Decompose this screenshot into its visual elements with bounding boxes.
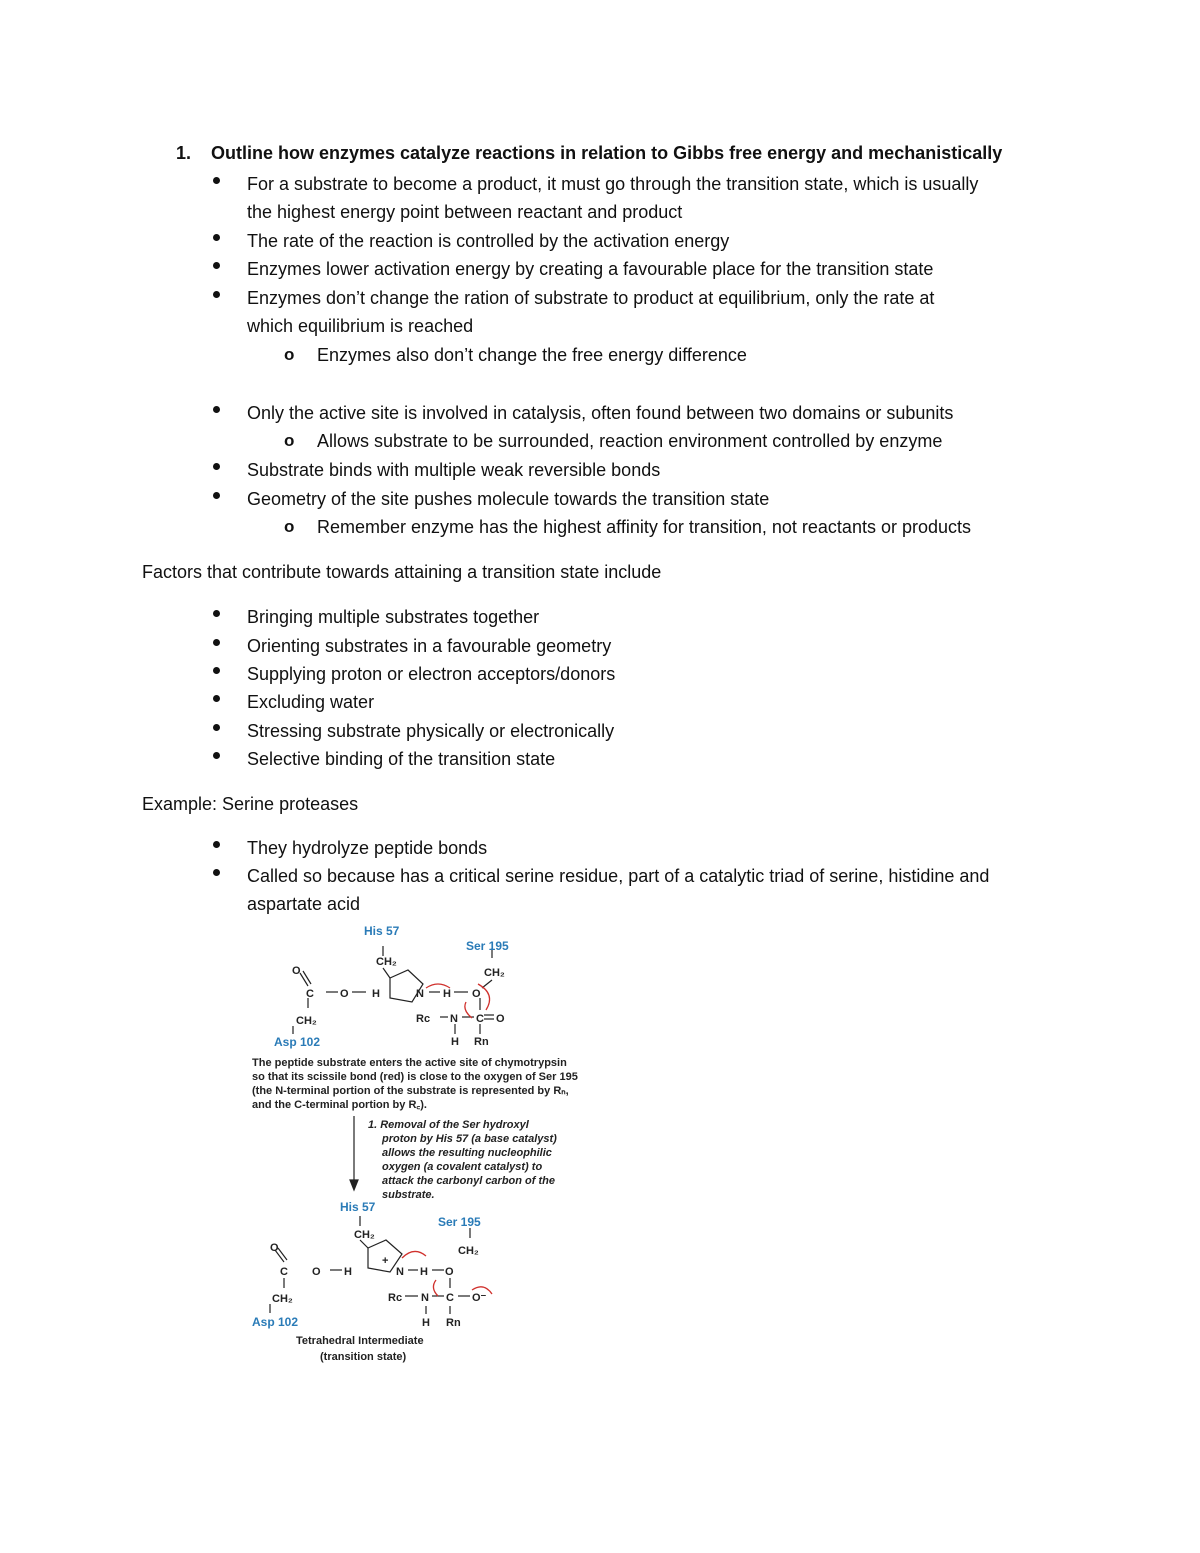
bullet-icon: [213, 695, 220, 702]
hydrogen-atom: H: [422, 1317, 430, 1329]
step-line: oxygen (a covalent catalyst) to: [382, 1161, 543, 1173]
list-item: The rate of the reaction is controlled by the activation energy: [247, 231, 730, 251]
asp102-label: Asp 102: [252, 1315, 299, 1329]
bullet-icon: [213, 869, 220, 876]
list-item: Only the active site is involved in catalysis, often found between two domains or subunits: [247, 403, 954, 423]
step-line: proton by His 57 (a base catalyst): [382, 1133, 557, 1145]
list-item: Substrate binds with multiple weak reversible bonds: [247, 460, 661, 480]
list-item: Enzymes don’t change the ration of substrate to product at equilibrium, only the rate at: [247, 288, 935, 308]
caption-line: so that its scissile bond (red) is close to the oxygen of Ser 195: [252, 1071, 578, 1083]
nitrogen-atom: N: [396, 1266, 404, 1278]
bullet-icon: [213, 463, 220, 470]
ch2-label: CH₂: [376, 956, 397, 968]
mechanism-diagram: [240, 918, 620, 1368]
oxygen-atom: O: [472, 988, 481, 1000]
step-line: attack the carbonyl carbon of the: [382, 1175, 555, 1187]
factors-intro: Factors that contribute towards attaining a transition state include: [142, 562, 662, 582]
sub-bullet-marker: o: [284, 517, 295, 536]
question-title: Outline how enzymes catalyze reactions in relation to Gibbs free energy and mechanistically: [211, 143, 1003, 163]
caption-line: and the C-terminal portion by R꜀).: [252, 1099, 427, 1111]
oxygen-atom: O: [445, 1266, 454, 1278]
factor-item: Supplying proton or electron acceptors/donors: [247, 664, 616, 684]
example-item: They hydrolyze peptide bonds: [247, 838, 488, 858]
sub-list-item: Enzymes also don’t change the free energy difference: [317, 345, 747, 365]
step-line: 1. Removal of the Ser hydroxyl: [368, 1119, 529, 1131]
factor-item: Orienting substrates in a favourable geometry: [247, 636, 612, 656]
carbon-atom: C: [306, 988, 314, 1000]
ser195-label: Ser 195: [438, 1215, 481, 1229]
bullet-icon: [213, 492, 220, 499]
factor-item: Bringing multiple substrates together: [247, 607, 540, 627]
carbon-atom: C: [476, 1013, 484, 1025]
nitrogen-atom: N: [450, 1013, 458, 1025]
bullet-icon: [213, 841, 220, 848]
factor-item: Selective binding of the transition state: [247, 749, 556, 769]
oxygen-atom: O: [270, 1242, 279, 1254]
rn-group: Rn: [474, 1036, 489, 1048]
list-item: Geometry of the site pushes molecule towards the transition state: [247, 489, 770, 509]
hydrogen-atom: H: [344, 1266, 352, 1278]
hydrogen-atom: H: [420, 1266, 428, 1278]
sub-bullet-marker: o: [284, 345, 295, 364]
caption-title: Tetrahedral Intermediate: [296, 1335, 424, 1347]
step-line: allows the resulting nucleophilic: [382, 1147, 552, 1159]
oxyanion: O⁻: [472, 1292, 487, 1304]
oxygen-atom: O: [340, 988, 349, 1000]
question-heading: [176, 143, 1002, 164]
list-item-continuation: the highest energy point between reactant and product: [247, 202, 683, 222]
bullet-icon: [213, 177, 220, 184]
caption-line: (the N-terminal portion of the substrate is represented by Rₙ,: [252, 1085, 569, 1097]
ch2-label: CH₂: [458, 1245, 479, 1257]
bullet-icon: [213, 752, 220, 759]
hydrogen-atom: H: [443, 988, 451, 1000]
step-line: substrate.: [382, 1189, 435, 1201]
his57-label: His 57: [364, 924, 400, 938]
rc-group: Rc: [388, 1292, 403, 1304]
carbon-atom: C: [446, 1292, 454, 1304]
ch2-label: CH₂: [296, 1015, 317, 1027]
rc-group: Rc: [416, 1013, 431, 1025]
factor-item: Stressing substrate physically or electronically: [247, 721, 615, 741]
oxygen-atom: O: [292, 965, 301, 977]
ch2-label: CH₂: [272, 1293, 293, 1305]
bullet-icon: [213, 234, 220, 241]
asp102-label: Asp 102: [274, 1035, 321, 1049]
bullet-icon: [213, 262, 220, 269]
ch2-label: CH₂: [354, 1229, 375, 1241]
hydrogen-atom: H: [372, 988, 380, 1000]
charge-plus: +: [382, 1255, 389, 1267]
bullet-icon: [213, 291, 220, 298]
serine-protease-mechanism-figure: [240, 918, 620, 1368]
caption-line: The peptide substrate enters the active site of chymotrypsin: [252, 1057, 567, 1069]
example-intro: Example: Serine proteases: [142, 794, 359, 814]
sub-list-item: Remember enzyme has the highest affinity for transition, not reactants or products: [317, 517, 971, 537]
example-item-continuation: aspartate acid: [247, 894, 361, 914]
carbon-atom: C: [280, 1266, 288, 1278]
sub-list-item: Allows substrate to be surrounded, reaction environment controlled by enzyme: [317, 431, 943, 451]
sub-bullet-marker: o: [284, 431, 295, 450]
bullet-icon: [213, 667, 220, 674]
factor-item: Excluding water: [247, 692, 375, 712]
oxygen-atom: O: [312, 1266, 321, 1278]
question-number: 1.: [176, 143, 192, 163]
ch2-label: CH₂: [484, 967, 505, 979]
oxygen-atom: O: [496, 1013, 505, 1025]
bullet-icon: [213, 610, 220, 617]
bullet-icon: [213, 406, 220, 413]
bullet-icon: [213, 724, 220, 731]
example-item: Called so because has a critical serine residue, part of a catalytic triad of serine, histidine and: [247, 866, 990, 886]
nitrogen-atom: N: [416, 988, 424, 1000]
ser195-label: Ser 195: [466, 939, 509, 953]
list-item: For a substrate to become a product, it must go through the transition state, which is usually: [247, 174, 979, 194]
list-item: Enzymes lower activation energy by creating a favourable place for the transition state: [247, 259, 934, 279]
rn-group: Rn: [446, 1317, 461, 1329]
hydrogen-atom: H: [451, 1036, 459, 1048]
list-item-continuation: which equilibrium is reached: [247, 316, 474, 336]
caption-subtitle: (transition state): [320, 1351, 407, 1363]
bullet-icon: [213, 639, 220, 646]
nitrogen-atom: N: [421, 1292, 429, 1304]
his57-label: His 57: [340, 1200, 376, 1214]
